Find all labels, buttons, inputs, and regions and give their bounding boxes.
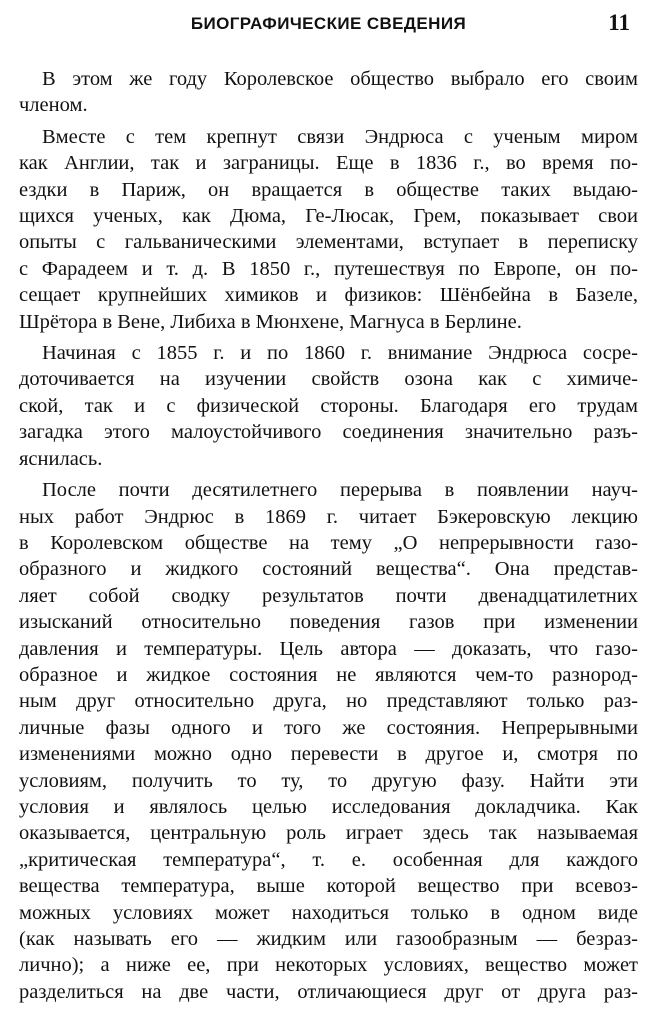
- text-line: В этом же году Королевское общество выбрало его своим: [42, 68, 638, 90]
- text-line: личные фазы одного и того же состояния. Непрерывными: [19, 716, 638, 739]
- text-line: членом.: [19, 94, 88, 117]
- text-line: ляет собой сводку результатов почти двенадцатилетних: [19, 584, 638, 607]
- text-line: яснилась.: [19, 447, 103, 470]
- text-line: опыты с гальваническими элементами, вступает в переписку: [19, 231, 638, 254]
- text-line: (как называть его — жидким или газообразным — безраз-: [19, 928, 638, 950]
- text-line: вещества температура, выше которой вещество при всевоз-: [19, 875, 638, 898]
- text-line: „критическая температура“, т. е. особенная для каждого: [19, 848, 638, 871]
- text-line: ской, так и с физической стороны. Благодаря его трудам: [19, 394, 638, 417]
- text-line: лично); а ниже ее, при некоторых условиях, вещество может: [19, 954, 638, 977]
- page-number: 11: [608, 10, 630, 35]
- text-line: ездки в Париж, он вращается в обществе таких выдаю-: [19, 178, 638, 201]
- text-line: как Англии, так и заграницы. Еще в 1836 г., во время по-: [19, 152, 638, 175]
- text-line: ным друг относительно друга, но представляют только раз-: [19, 690, 638, 713]
- text-line: можных условиях может находиться только в одном виде: [19, 901, 638, 924]
- text-line: условиям, получить то ту, то другую фазу. Найти эти: [19, 769, 638, 792]
- text-line: условия и являлось целью исследования докладчика. Как: [19, 795, 638, 818]
- text-line: образное и жидкое состояния не являются чем-то разнород-: [19, 663, 638, 686]
- text-line: Начиная с 1855 г. и по 1860 г. внимание Эндрюса сосре-: [42, 342, 638, 365]
- paragraph: [19, 477, 638, 1005]
- text-line: разделиться на две части, отличающиеся друг от друга раз-: [19, 980, 638, 1003]
- text-line: щихся ученых, как Дюма, Ге-Люсак, Грем, показывает свои: [19, 205, 638, 228]
- text-line: После почти десятилетнего перерыва в появлении науч-: [42, 479, 638, 502]
- text-line: оказывается, центральную роль играет здесь так называемая: [19, 822, 638, 845]
- text-line: Вместе с тем крепнут связи Эндрюса с ученым миром: [42, 125, 638, 148]
- running-title: БИОГРАФИЧЕСКИЕ СВЕДЕНИЯ: [190, 14, 467, 33]
- paragraph: [19, 124, 638, 335]
- text-line: изменениями можно одно перевести в другое и, смотря по: [19, 743, 638, 766]
- text-line: ных работ Эндрюс в 1869 г. читает Бэкеровскую лекцию: [19, 505, 638, 528]
- text-line: с Фарадеем и т. д. В 1850 г., путешествуя по Европе, он по-: [19, 257, 638, 280]
- text-line: доточивается на изучении свойств озона как с химиче-: [19, 368, 638, 391]
- paragraph: [19, 66, 638, 119]
- text-line: загадка этого малоустойчивого соединения значительно разъ-: [19, 421, 638, 444]
- text-line: сещает крупнейших химиков и физиков: Шёнбейна в Базеле,: [19, 284, 638, 307]
- body-text: [19, 66, 638, 1005]
- running-head: [19, 10, 638, 46]
- text-line: изысканий относительно поведения газов при изменении: [19, 611, 638, 634]
- text-line: Шрётора в Вене, Либиха в Мюнхене, Магнуса в Берлине.: [19, 310, 522, 333]
- text-line: образного и жидкого состояний вещества“. Она представ-: [19, 558, 638, 581]
- text-line: в Королевском обществе на тему „О непрерывности газо-: [19, 531, 638, 554]
- paragraph: [19, 340, 638, 472]
- text-line: давления и температуры. Цель автора — доказать, что газо-: [19, 637, 638, 660]
